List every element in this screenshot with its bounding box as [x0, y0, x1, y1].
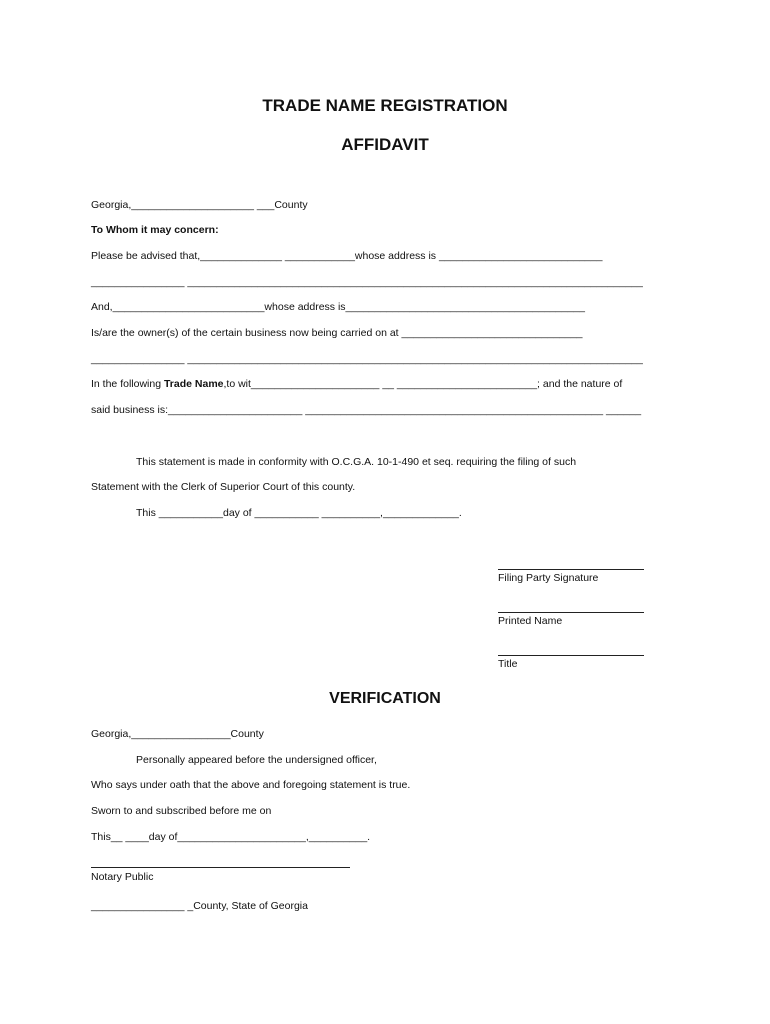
signature-line-1	[498, 569, 644, 570]
trade-name-line	[91, 378, 622, 391]
title-label: Title	[498, 658, 518, 670]
blank-address-line-1: ________________ ______________________________________________________________________________	[91, 276, 643, 288]
owner-line: Is/are the owner(s) of the certain business now being carried on at _______________________________	[91, 327, 583, 339]
printed-name-label: Printed Name	[498, 615, 563, 627]
notary-signature-line	[91, 867, 350, 868]
notary-public-label: Notary Public	[91, 871, 154, 883]
advised-line: Please be advised that,______________ ____________whose address is ____________________________	[91, 250, 603, 262]
clerk-statement: Statement with the Clerk of Superior Court of this county.	[91, 481, 356, 493]
nature-of-business-line: said business is:_______________________ ___________________________________________________ ______	[91, 404, 642, 416]
and-line: And,__________________________whose address is_________________________________________	[91, 301, 585, 313]
form-title: TRADE NAME REGISTRATION	[262, 96, 508, 115]
georgia-county-line: Georgia,_____________________ ___County	[91, 199, 308, 211]
filing-party-signature-label: Filing Party Signature	[498, 572, 599, 584]
signature-line-3	[498, 655, 644, 656]
form-subtitle: AFFIDAVIT	[341, 135, 429, 154]
sworn-line: Sworn to and subscribed before me on	[91, 805, 272, 817]
county-state-line: ________________ _County, State of Georgia	[91, 900, 308, 912]
trade-name-label: Trade Name	[163, 378, 224, 390]
verification-county-line: Georgia,_________________County	[91, 728, 264, 740]
appeared-line: Personally appeared before the undersigned officer,	[136, 754, 377, 766]
verification-date-line: This__ ____day of______________________,__________.	[91, 831, 371, 843]
verification-heading: VERIFICATION	[329, 690, 441, 707]
blank-address-line-2: ________________ ______________________________________________________________________________	[91, 353, 643, 365]
conformity-statement: This statement is made in conformity with O.C.G.A. 10-1-490 et seq. requiring the filing of such	[136, 456, 577, 468]
salutation: To Whom it may concern:	[91, 224, 219, 236]
affidavit-date-line: This ___________day of ___________ __________,_____________.	[136, 507, 462, 519]
oath-line: Who says under oath that the above and foregoing statement is true.	[91, 779, 411, 791]
trade-name-prefix: In the following	[91, 378, 164, 390]
trade-name-suffix: ,to wit______________________ __ ________________________; and the nature of	[223, 378, 623, 390]
signature-line-2	[498, 612, 644, 613]
